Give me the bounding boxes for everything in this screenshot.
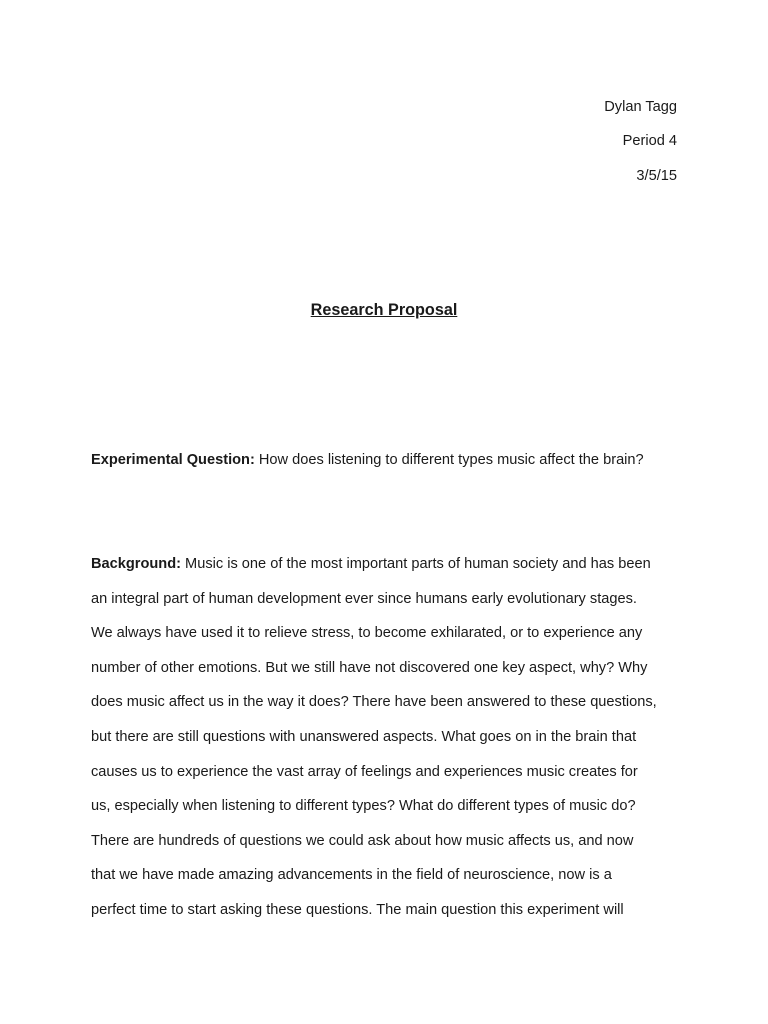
background-line — [91, 552, 691, 587]
document-title: Research Proposal — [310, 301, 458, 319]
experimental-question — [91, 448, 691, 472]
document-header — [604, 90, 677, 193]
background-label: Background: — [91, 556, 181, 572]
class-period: Period 4 — [622, 133, 677, 150]
background-line: causes us to experience the vast array of feelings and experiences music creates for — [91, 763, 638, 780]
experimental-question-text: How does listening to different types music affect the brain? — [254, 452, 644, 468]
document-date: 3/5/15 — [636, 167, 677, 184]
background-line: We always have used it to relieve stress, to become exhilarated, or to experience any — [91, 625, 643, 642]
background-line: There are hundreds of questions we could ask about how music affects us, and now — [91, 832, 634, 849]
background-line: an integral part of human development ever since humans early evolutionary stages. — [91, 590, 637, 607]
background-line: but there are still questions with unanswered aspects. What goes on in the brain that — [91, 728, 637, 745]
background-line: that we have made amazing advancements in the field of neuroscience, now is a — [91, 867, 612, 884]
background-line: us, especially when listening to different types? What do different types of music do? — [91, 798, 636, 815]
background-line: does music affect us in the way it does? There have been answered to these questions, — [91, 694, 657, 711]
background-paragraph — [91, 552, 691, 933]
background-line: number of other emotions. But we still have not discovered one key aspect, why? Why — [91, 659, 648, 676]
background-line: perfect time to start asking these questions. The main question this experiment will — [91, 901, 624, 918]
background-line-text: Music is one of the most important parts of human society and has been — [181, 556, 651, 572]
experimental-question-label: Experimental Question: — [91, 452, 255, 468]
author-name: Dylan Tagg — [604, 99, 677, 115]
